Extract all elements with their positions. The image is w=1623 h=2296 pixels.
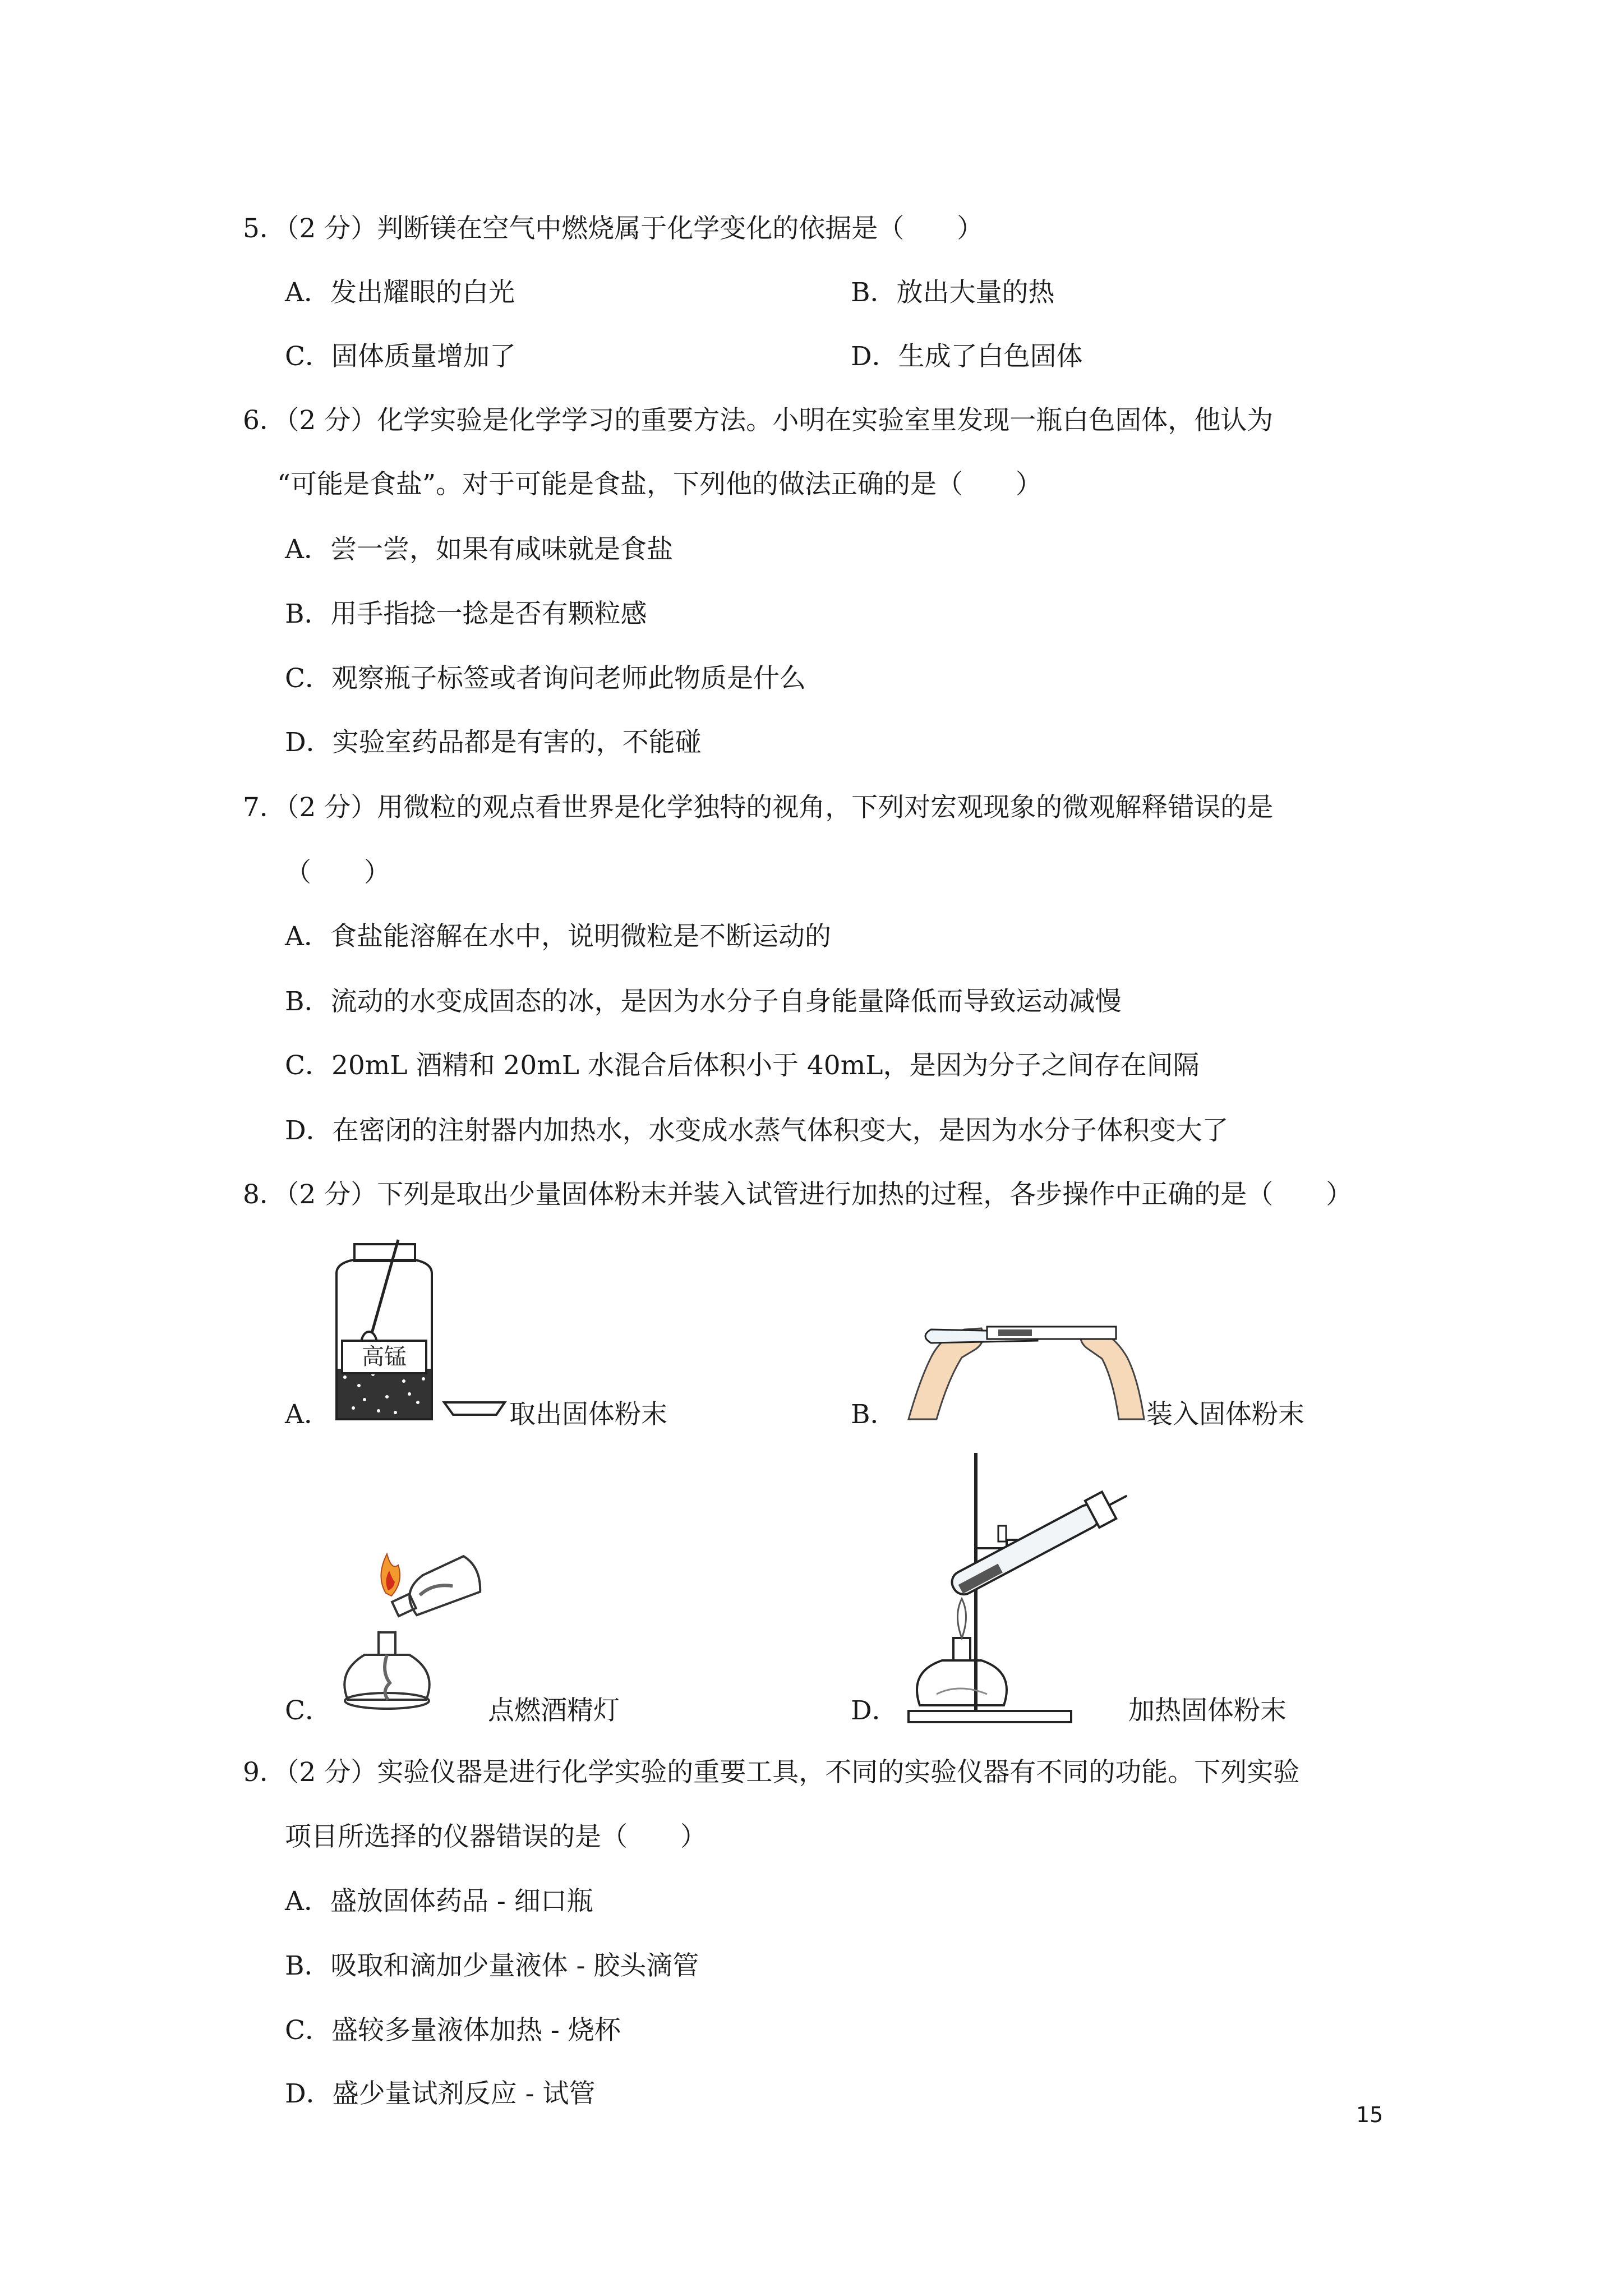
q8-option-d-letter: D． [851,1695,898,1726]
q5-option-d: D．生成了白色固体 [851,341,1083,372]
q9-stem-line2: 项目所选择的仪器错误的是（ ） [285,1821,707,1852]
q5-stem: 5．（2 分）判断镁在空气中燃烧属于化学变化的依据是（ ） [243,213,984,244]
alcohol-lamp-lighting-figure [325,1531,494,1722]
q7-option-c: C．20mL 酒精和 20mL 水混合后体积小于 40mL，是因为分子之间存在间隔 [285,1050,1200,1081]
q7-option-b: B．流动的水变成固态的冰，是因为水分子自身能量降低而导致运动减慢 [285,986,1122,1017]
q8-option-c-letter: C． [285,1695,331,1726]
q7-stem-line2: （ ） [285,857,390,888]
heating-apparatus-figure [892,1447,1138,1728]
reagent-bottle-figure [320,1234,510,1425]
test-tube-hands-figure [897,1296,1155,1425]
q5-option-b: B．放出大量的热 [851,277,1055,308]
q9-option-a: A．盛放固体药品 - 细口瓶 [285,1886,593,1917]
q6-stem-line1: 6．（2 分）化学实验是化学学习的重要方法。小明在实验室里发现一瓶白色固体，他认为 [243,405,1274,436]
bottle-label: 高锰 [362,1344,407,1370]
q5-option-c: C．固体质量增加了 [285,341,516,372]
q7-stem-line1: 7．（2 分）用微粒的观点看世界是化学独特的视角，下列对宏观现象的微观解释错误的是 [243,792,1274,823]
q6-option-a: A．尝一尝，如果有咸味就是食盐 [285,534,673,565]
q8-option-a-caption: 取出固体粉末 [509,1399,667,1430]
q7-option-d: D．在密闭的注射器内加热水，水变成水蒸气体积变大，是因为水分子体积变大了 [285,1115,1229,1146]
page-number: 15 [1356,2102,1384,2127]
q6-stem-line2: “可能是食盐”。对于可能是食盐，下列他的做法正确的是（ ） [277,469,1043,500]
q9-option-c: C．盛较多量液体加热 - 烧杯 [285,2015,621,2046]
q7-option-a: A．食盐能溶解在水中，说明微粒是不断运动的 [285,921,831,952]
q8-option-b-caption: 装入固体粉末 [1146,1399,1304,1430]
q6-option-d: D．实验室药品都是有害的，不能碰 [285,727,702,758]
q8-option-a-letter: A． [285,1399,330,1430]
q6-option-b: B．用手指捻一捻是否有颗粒感 [285,599,647,629]
q9-stem-line1: 9．（2 分）实验仪器是进行化学实验的重要工具，不同的实验仪器有不同的功能。下列实验 [243,1757,1300,1788]
q8-option-c-caption: 点燃酒精灯 [488,1695,620,1726]
q5-option-a: A．发出耀眼的白光 [285,277,515,308]
q9-option-d: D．盛少量试剂反应 - 试管 [285,2078,596,2109]
q8-stem: 8．（2 分）下列是取出少量固体粉末并装入试管进行加热的过程，各步操作中正确的是（ ） [243,1179,1353,1210]
q9-option-b: B．吸取和滴加少量液体 - 胶头滴管 [285,1950,699,1981]
q8-option-b-letter: B． [851,1399,897,1430]
q6-option-c: C．观察瓶子标签或者询问老师此物质是什么 [285,663,806,694]
q8-option-d-caption: 加热固体粉末 [1128,1695,1287,1726]
